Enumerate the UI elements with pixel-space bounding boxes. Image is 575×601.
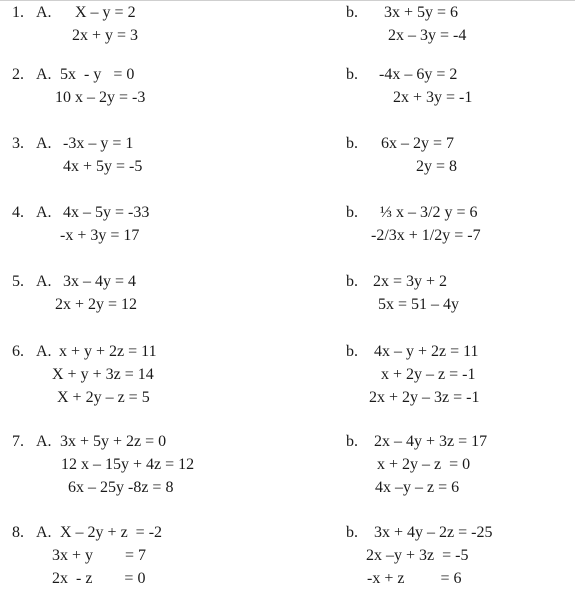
part-b-label: b. <box>346 273 358 290</box>
part-a-label: A. <box>36 66 52 83</box>
equation-b: 2x – 3y = -4 <box>388 27 467 44</box>
part-a-label: A. <box>36 4 52 21</box>
equation-b: 6x – 2y = 7 <box>381 135 455 152</box>
equation-b: x + 2y – z = 0 <box>377 456 471 473</box>
equation-a: 12 x – 15y + 4z = 12 <box>61 456 195 473</box>
problem-number: 6. <box>12 343 24 360</box>
equation-a: X – y = 2 <box>75 4 136 21</box>
equation-a: 3x + y = 7 <box>52 547 147 564</box>
equation-a: X + 2y – z = 5 <box>57 389 150 406</box>
part-b-label: b. <box>346 135 358 152</box>
equation-a: x + y + 2z = 11 <box>59 343 157 360</box>
equation-a: 5x - y = 0 <box>60 66 135 83</box>
equation-b: 4x –y – z = 6 <box>375 479 460 496</box>
equation-b: 2x –y + 3z = -5 <box>366 547 469 564</box>
equation-a: 3x + 5y + 2z = 0 <box>60 433 167 450</box>
problem-number: 8. <box>12 524 24 541</box>
part-b-label: b. <box>346 433 358 450</box>
equation-a: -3x – y = 1 <box>63 135 134 152</box>
equation-a: 4x + 5y = -5 <box>63 158 143 175</box>
equation-a: 2x - z = 0 <box>52 570 146 587</box>
problem-number: 7. <box>12 433 24 450</box>
equation-a: X + y + 3z = 14 <box>52 366 154 383</box>
part-b-label: b. <box>346 524 358 541</box>
top-border <box>0 0 575 1</box>
equation-b: 2x = 3y + 2 <box>373 273 448 290</box>
part-b-label: b. <box>346 204 358 221</box>
problem-number: 5. <box>12 273 24 290</box>
part-a-label: A. <box>36 433 52 450</box>
equation-a: 2x + 2y = 12 <box>55 296 138 313</box>
part-a-label: A. <box>36 524 52 541</box>
equation-a: 3x – 4y = 4 <box>63 273 137 290</box>
part-a-label: A. <box>36 273 52 290</box>
equation-a: X – 2y + z = -2 <box>60 524 163 541</box>
equation-b: -4x – 6y = 2 <box>379 66 458 83</box>
part-a-label: A. <box>36 135 52 152</box>
equation-b: 5x = 51 – 4y <box>378 296 460 313</box>
equation-b: 2x + 2y – 3z = -1 <box>369 389 480 406</box>
equation-a: 10 x – 2y = -3 <box>55 89 146 106</box>
equation-b: x + 2y – z = -1 <box>381 366 476 383</box>
equation-a: 4x – 5y = -33 <box>63 204 150 221</box>
equation-a: 2x + y = 3 <box>72 27 139 44</box>
equation-b: -2/3x + 1/2y = -7 <box>371 227 481 244</box>
equation-b: 2x – 4y + 3z = 17 <box>374 433 488 450</box>
problem-number: 2. <box>12 66 24 83</box>
part-a-label: A. <box>36 343 52 360</box>
equation-a: -x + 3y = 17 <box>60 227 140 244</box>
equation-b: ⅓ x – 3/2 y = 6 <box>380 204 478 221</box>
equation-b: 3x + 4y – 2z = -25 <box>374 524 493 541</box>
equation-a: 6x – 25y -8z = 8 <box>68 479 174 496</box>
equation-b: 3x + 5y = 6 <box>384 4 459 21</box>
equation-b: -x + z = 6 <box>367 570 462 587</box>
equation-b: 2y = 8 <box>416 158 458 175</box>
part-b-label: b. <box>346 66 358 83</box>
problem-number: 1. <box>12 4 24 21</box>
part-b-label: b. <box>346 343 358 360</box>
equation-b: 2x + 3y = -1 <box>393 89 473 106</box>
part-a-label: A. <box>36 204 52 221</box>
problem-number: 3. <box>12 135 24 152</box>
part-b-label: b. <box>346 4 358 21</box>
problem-number: 4. <box>12 204 24 221</box>
equation-b: 4x – y + 2z = 11 <box>374 343 479 360</box>
